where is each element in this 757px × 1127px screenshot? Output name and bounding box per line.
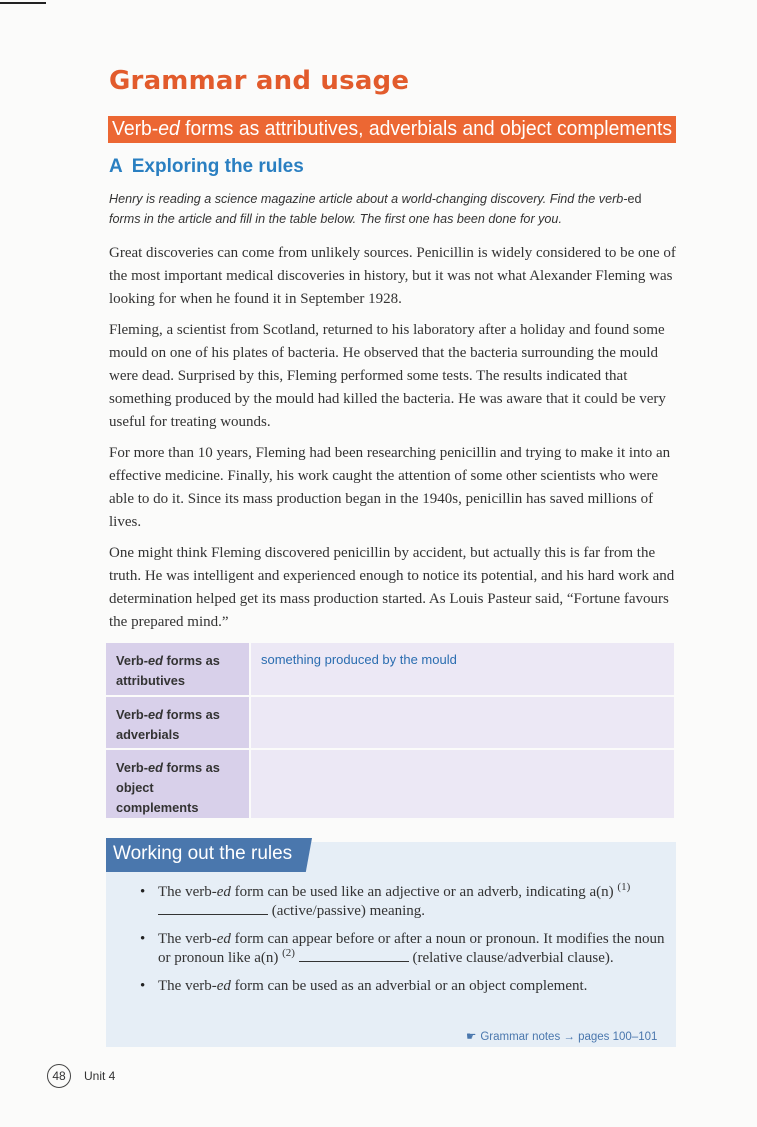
instructions-part-1: Henry is reading a science magazine article about a world-changing discovery. Find the verb- (109, 192, 628, 206)
rule-text: form can be used as an adverbial or an object complement. (230, 978, 588, 994)
grammar-notes-link[interactable] (466, 1029, 657, 1043)
blank-number-2: (2) (282, 947, 295, 959)
label-pre: Verb- (116, 760, 149, 775)
instructions-part-2: forms in the article and fill in the table below. The first one has been done for you. (109, 212, 562, 226)
topic-banner (108, 116, 676, 143)
page-number: 48 (47, 1064, 71, 1088)
table-row-adverbials (106, 696, 674, 749)
label-ed: ed (148, 707, 163, 722)
rule-text: The verb- (158, 931, 217, 947)
row-label-adverbials (106, 696, 250, 749)
exploring-letter: A (109, 156, 123, 177)
rules-heading: Working out the rules (113, 843, 293, 864)
answer-table (106, 643, 674, 818)
grammar-notes-text: Grammar notes → pages 100–101 (480, 1031, 658, 1043)
label-ed: ed (148, 653, 163, 668)
instructions-ed: ed (627, 192, 642, 206)
table-row-object-complements (106, 749, 674, 818)
pointing-hand-icon: ☛ (466, 1031, 477, 1043)
rule-item-3 (140, 977, 670, 996)
exploring-heading (109, 156, 304, 178)
label-pre: Verb- (116, 707, 149, 722)
article-paragraph-1: Great discoveries can come from unlikely sources. Penicillin is widely considered to be one of the most important medical discoveries in history, but it was not what Alexander Fleming was looking for when he found it in September 1928. (109, 245, 676, 307)
section-title: Grammar and usage (109, 66, 410, 96)
label-post: forms as object complements (116, 760, 220, 815)
blank-1[interactable] (158, 903, 268, 915)
rules-list (140, 883, 670, 1005)
exploring-title: Exploring the rules (131, 156, 304, 177)
answer-cell-object-complements[interactable] (250, 749, 674, 818)
answer-cell-adverbials[interactable] (250, 696, 674, 749)
answer-cell-attributives[interactable]: something produced by the mould (250, 643, 674, 696)
label-ed: ed (148, 760, 163, 775)
rule-ed: ed (216, 978, 231, 994)
blank-number-1: (1) (617, 881, 631, 893)
label-post: forms as attributives (116, 653, 220, 688)
top-rule (0, 2, 46, 4)
rule-text: form can appear before or after a noun or pronoun. It modifies the noun or pronoun like a(n) (158, 931, 665, 966)
label-post: forms as adverbials (116, 707, 220, 742)
table-row-attributives (106, 643, 674, 696)
blank-2[interactable] (299, 950, 409, 962)
rule-text: The verb- (158, 978, 217, 994)
rule-ed: ed (216, 931, 231, 947)
rule-text: The verb- (158, 884, 217, 900)
rule-text: form can be used like an adjective or an adverb, indicating a(n) (230, 884, 618, 900)
banner-suffix: forms as attributives, adverbials and object complements (179, 118, 672, 140)
article-paragraph-3: For more than 10 years, Fleming had been researching penicillin and trying to make it into an effective medicine. Finally, his work caught the attention of some other scientists who were able to do it. Since its mass production began in the 1940s, penicillin has saved millions of lives. (109, 445, 671, 530)
banner-ed: ed (158, 118, 180, 140)
rule-item-2 (140, 930, 670, 968)
banner-prefix: Verb- (112, 118, 159, 140)
row-label-object-complements (106, 749, 250, 818)
rule-ed: ed (216, 884, 231, 900)
article (109, 242, 681, 642)
article-paragraph-4: One might think Fleming discovered penicillin by accident, but actually this is far from the truth. He was intelligent and experienced enough to notice its potential, and his hard work and determination helped get its mass production started. As Louis Pasteur said, “Fortune favours the prepared mind.” (109, 545, 675, 630)
rule-text: (relative clause/adverbial clause). (408, 950, 614, 966)
article-paragraph-2: Fleming, a scientist from Scotland, returned to his laboratory after a holiday and found some mould on one of his plates of bacteria. He observed that the bacteria surrounding the mould were dead. Surprised by this, Fleming performed some tests. The results indicated that something produced by the mould had killed the bacteria. He was aware that it could be very useful for treating wounds. (109, 322, 666, 430)
rule-text: (active/passive) meaning. (268, 903, 426, 919)
label-pre: Verb- (116, 653, 149, 668)
rule-item-1 (140, 883, 670, 921)
instructions (109, 189, 675, 229)
row-label-attributives (106, 643, 250, 696)
unit-label: Unit 4 (84, 1069, 116, 1083)
